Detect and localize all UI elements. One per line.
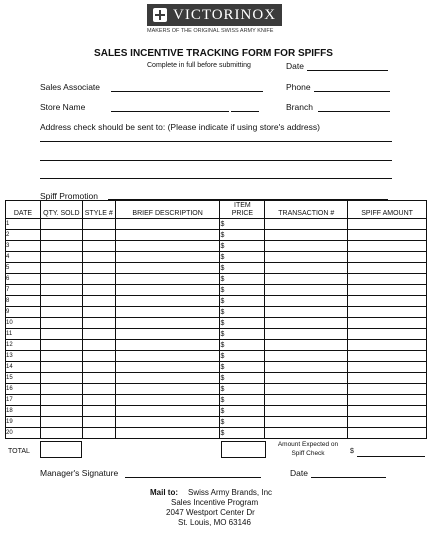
col-header-description: BRIEF DESCRIPTION	[115, 201, 220, 219]
table-cell[interactable]	[265, 362, 348, 373]
date-field[interactable]	[307, 70, 388, 71]
total-price-box[interactable]	[221, 441, 266, 458]
table-cell[interactable]	[115, 274, 220, 285]
table-cell[interactable]	[265, 230, 348, 241]
table-cell[interactable]	[265, 406, 348, 417]
footer-date-field[interactable]	[311, 477, 386, 478]
mail-to-label: Mail to:	[150, 488, 178, 497]
manager-signature-field[interactable]	[125, 477, 261, 478]
col-header-transaction: TRANSACTION #	[265, 201, 348, 219]
table-cell[interactable]	[40, 219, 82, 230]
col-header-style: STYLE #	[82, 201, 115, 219]
item-price-cell[interactable]	[220, 274, 265, 285]
table-cell[interactable]	[40, 373, 82, 384]
total-label: TOTAL	[8, 448, 30, 455]
currency-symbol: $	[220, 308, 225, 316]
row-number-cell[interactable]	[6, 406, 41, 417]
brand-tagline: MAKERS OF THE ORIGINAL SWISS ARMY KNIFE	[147, 28, 274, 34]
table-cell[interactable]	[265, 285, 348, 296]
table-row	[6, 252, 427, 263]
table-cell[interactable]	[348, 428, 427, 439]
table-cell[interactable]	[348, 373, 427, 384]
item-header-top: ITEM	[234, 202, 251, 209]
row-number: 12	[6, 342, 13, 348]
row-number: 19	[6, 419, 13, 425]
table-row	[6, 274, 427, 285]
row-number: 13	[6, 353, 13, 359]
table-cell[interactable]	[40, 329, 82, 340]
amount-expected-currency: $	[350, 448, 354, 455]
currency-symbol: $	[220, 242, 225, 250]
table-row	[6, 318, 427, 329]
table-cell[interactable]	[348, 362, 427, 373]
table-cell[interactable]	[40, 428, 82, 439]
table-row	[6, 329, 427, 340]
row-number-cell[interactable]	[6, 252, 41, 263]
currency-symbol: $	[220, 352, 225, 360]
row-number: 20	[6, 430, 13, 436]
table-cell[interactable]	[348, 285, 427, 296]
table-cell[interactable]	[40, 230, 82, 241]
store-name-field-extra[interactable]	[231, 111, 259, 112]
row-number-cell[interactable]	[6, 362, 41, 373]
table-cell[interactable]	[82, 219, 115, 230]
table-cell[interactable]	[82, 296, 115, 307]
item-price-cell[interactable]	[220, 296, 265, 307]
phone-label: Phone	[286, 82, 311, 92]
currency-symbol: $	[220, 319, 225, 327]
table-cell[interactable]	[82, 230, 115, 241]
table-cell[interactable]	[265, 329, 348, 340]
item-price-cell[interactable]	[220, 241, 265, 252]
table-cell[interactable]	[82, 285, 115, 296]
table-cell[interactable]	[115, 219, 220, 230]
table-cell[interactable]	[40, 362, 82, 373]
table-cell[interactable]	[40, 395, 82, 406]
table-cell[interactable]	[40, 307, 82, 318]
item-price-cell[interactable]	[220, 417, 265, 428]
table-cell[interactable]	[348, 340, 427, 351]
table-cell[interactable]	[40, 274, 82, 285]
row-number-cell[interactable]	[6, 340, 41, 351]
sales-associate-label: Sales Associate	[40, 82, 101, 92]
table-cell[interactable]	[40, 406, 82, 417]
item-price-cell[interactable]	[220, 395, 265, 406]
currency-symbol: $	[220, 297, 225, 305]
table-cell[interactable]	[348, 307, 427, 318]
item-price-cell[interactable]	[220, 252, 265, 263]
amount-expected-line1: Amount Expected on	[277, 441, 339, 448]
mail-line-3: 2047 Westport Center Dr	[166, 508, 255, 517]
table-cell[interactable]	[348, 241, 427, 252]
table-cell[interactable]	[115, 230, 220, 241]
currency-symbol: $	[220, 286, 225, 294]
table-cell[interactable]	[348, 417, 427, 428]
row-number: 4	[6, 254, 10, 260]
currency-symbol: $	[220, 253, 225, 261]
table-cell[interactable]	[115, 252, 220, 263]
form-subtitle: Complete in full before submitting	[147, 62, 251, 69]
table-cell[interactable]	[348, 384, 427, 395]
table-row	[6, 395, 427, 406]
table-cell[interactable]	[115, 307, 220, 318]
table-cell[interactable]	[82, 307, 115, 318]
table-cell[interactable]	[265, 384, 348, 395]
table-cell[interactable]	[115, 351, 220, 362]
table-cell[interactable]	[265, 296, 348, 307]
currency-symbol: $	[220, 264, 225, 272]
row-number: 15	[6, 375, 13, 381]
address-label: Address check should be sent to: (Please indicate if using store's address)	[40, 122, 320, 132]
table-cell[interactable]	[115, 318, 220, 329]
table-cell[interactable]	[265, 219, 348, 230]
row-number-cell[interactable]	[6, 417, 41, 428]
table-cell[interactable]	[40, 296, 82, 307]
total-qty-box[interactable]	[40, 441, 82, 458]
table-cell[interactable]	[348, 252, 427, 263]
phone-field[interactable]	[314, 91, 390, 92]
item-price-cell[interactable]	[220, 285, 265, 296]
table-cell[interactable]	[82, 351, 115, 362]
table-cell[interactable]	[265, 373, 348, 384]
table-cell[interactable]	[115, 340, 220, 351]
row-number-cell[interactable]	[6, 230, 41, 241]
row-number-cell[interactable]	[6, 263, 41, 274]
table-row	[6, 219, 427, 230]
item-price-cell[interactable]	[220, 263, 265, 274]
table-cell[interactable]	[82, 340, 115, 351]
currency-symbol: $	[220, 220, 225, 228]
table-cell[interactable]	[348, 406, 427, 417]
col-header-date: DATE	[6, 201, 41, 219]
table-row	[6, 428, 427, 439]
currency-symbol: $	[220, 418, 225, 426]
item-price-cell[interactable]	[220, 373, 265, 384]
currency-symbol: $	[220, 385, 225, 393]
row-number: 6	[6, 276, 10, 282]
table-cell[interactable]	[348, 395, 427, 406]
store-name-label: Store Name	[40, 102, 86, 112]
table-cell[interactable]	[40, 384, 82, 395]
mail-line-4: St. Louis, MO 63146	[178, 518, 251, 527]
currency-symbol: $	[220, 363, 225, 371]
table-cell[interactable]	[115, 362, 220, 373]
table-cell[interactable]	[265, 428, 348, 439]
table-cell[interactable]	[82, 274, 115, 285]
table-cell[interactable]	[265, 318, 348, 329]
item-price-cell[interactable]	[220, 362, 265, 373]
table-cell[interactable]	[115, 406, 220, 417]
table-cell[interactable]	[82, 241, 115, 252]
table-row	[6, 296, 427, 307]
item-price-cell[interactable]	[220, 428, 265, 439]
item-price-cell[interactable]	[220, 329, 265, 340]
table-cell[interactable]	[348, 318, 427, 329]
table-row	[6, 340, 427, 351]
row-number: 1	[6, 221, 10, 227]
currency-symbol: $	[220, 374, 225, 382]
currency-symbol: $	[220, 330, 225, 338]
table-cell[interactable]	[115, 395, 220, 406]
table-cell[interactable]	[82, 329, 115, 340]
table-cell[interactable]	[348, 351, 427, 362]
row-number: 3	[6, 243, 10, 249]
row-number-cell[interactable]	[6, 241, 41, 252]
row-number-cell[interactable]	[6, 428, 41, 439]
brand-name: VICTORINOX	[173, 6, 277, 23]
table-cell[interactable]	[40, 318, 82, 329]
item-price-cell[interactable]	[220, 340, 265, 351]
item-header-bottom: PRICE	[231, 210, 254, 217]
table-row	[6, 406, 427, 417]
form-title: SALES INCENTIVE TRACKING FORM FOR SPIFFS	[94, 48, 333, 59]
currency-symbol: $	[220, 275, 225, 283]
spiff-promotion-label: Spiff Promotion	[40, 191, 98, 201]
table-cell[interactable]	[348, 263, 427, 274]
amount-expected-field[interactable]	[357, 456, 425, 457]
row-number-cell[interactable]	[6, 395, 41, 406]
table-cell[interactable]	[115, 384, 220, 395]
date-label: Date	[286, 61, 304, 71]
row-number: 8	[6, 298, 10, 304]
table-cell[interactable]	[115, 285, 220, 296]
table-cell[interactable]	[82, 417, 115, 428]
item-price-cell[interactable]	[220, 384, 265, 395]
currency-symbol: $	[220, 429, 225, 437]
row-number: 14	[6, 364, 13, 370]
footer-date-label: Date	[290, 468, 308, 478]
item-price-cell[interactable]	[220, 219, 265, 230]
table-cell[interactable]	[115, 428, 220, 439]
currency-symbol: $	[220, 231, 225, 239]
table-cell[interactable]	[82, 406, 115, 417]
row-number: 18	[6, 408, 13, 414]
table-cell[interactable]	[40, 340, 82, 351]
brand-logo	[147, 4, 282, 26]
table-cell[interactable]	[348, 329, 427, 340]
table-cell[interactable]	[82, 362, 115, 373]
table-cell[interactable]	[265, 395, 348, 406]
row-number-cell[interactable]	[6, 307, 41, 318]
table-cell[interactable]	[82, 373, 115, 384]
row-number: 11	[6, 331, 13, 337]
currency-symbol: $	[220, 396, 225, 404]
table-row	[6, 351, 427, 362]
address-line-2[interactable]	[40, 160, 392, 161]
address-line-3[interactable]	[40, 178, 392, 179]
address-line-1[interactable]	[40, 141, 392, 142]
table-cell[interactable]	[82, 252, 115, 263]
amount-expected-line2: Spiff Check	[291, 450, 325, 457]
table-cell[interactable]	[265, 274, 348, 285]
table-cell[interactable]	[82, 428, 115, 439]
row-number-cell[interactable]	[6, 219, 41, 230]
branch-field[interactable]	[318, 111, 390, 112]
table-cell[interactable]	[115, 241, 220, 252]
swiss-cross-icon	[153, 8, 167, 22]
table-cell[interactable]	[40, 417, 82, 428]
table-row	[6, 307, 427, 318]
table-row	[6, 285, 427, 296]
table-row	[6, 230, 427, 241]
table-cell[interactable]	[265, 307, 348, 318]
item-price-cell[interactable]	[220, 318, 265, 329]
table-row	[6, 417, 427, 428]
table-cell[interactable]	[82, 263, 115, 274]
table-cell[interactable]	[348, 296, 427, 307]
row-number-cell[interactable]	[6, 351, 41, 362]
table-cell[interactable]	[115, 296, 220, 307]
item-price-cell[interactable]	[220, 230, 265, 241]
row-number-cell[interactable]	[6, 296, 41, 307]
item-price-cell[interactable]	[220, 351, 265, 362]
row-number-cell[interactable]	[6, 318, 41, 329]
table-row	[6, 362, 427, 373]
table-cell[interactable]	[348, 274, 427, 285]
item-price-cell[interactable]	[220, 406, 265, 417]
manager-signature-label: Manager's Signature	[40, 468, 119, 478]
table-cell[interactable]	[115, 263, 220, 274]
table-cell[interactable]	[265, 252, 348, 263]
row-number: 2	[6, 232, 10, 238]
row-number-cell[interactable]	[6, 285, 41, 296]
table-cell[interactable]	[82, 384, 115, 395]
table-row	[6, 384, 427, 395]
currency-symbol: $	[220, 341, 225, 349]
col-header-spiff-amount: SPIFF AMOUNT	[348, 201, 427, 219]
row-number-cell[interactable]	[6, 373, 41, 384]
row-number-cell[interactable]	[6, 329, 41, 340]
table-cell[interactable]	[82, 395, 115, 406]
amount-expected-label	[268, 440, 348, 458]
table-row	[6, 263, 427, 274]
table-cell[interactable]	[40, 285, 82, 296]
currency-symbol: $	[220, 407, 225, 415]
item-price-cell[interactable]	[220, 307, 265, 318]
table-row	[6, 373, 427, 384]
table-cell[interactable]	[82, 318, 115, 329]
store-name-field[interactable]	[111, 111, 229, 112]
table-cell[interactable]	[265, 417, 348, 428]
row-number-cell[interactable]	[6, 384, 41, 395]
row-number: 7	[6, 287, 10, 293]
row-number: 9	[6, 309, 10, 315]
table-cell[interactable]	[265, 351, 348, 362]
table-cell[interactable]	[40, 252, 82, 263]
row-number: 16	[6, 386, 13, 392]
table-cell[interactable]	[265, 241, 348, 252]
row-number: 17	[6, 397, 13, 403]
spiff-table	[5, 200, 427, 439]
branch-label: Branch	[286, 102, 313, 112]
table-cell[interactable]	[265, 340, 348, 351]
table-cell[interactable]	[115, 417, 220, 428]
table-row	[6, 241, 427, 252]
col-header-qty: QTY. SOLD	[40, 201, 82, 219]
mail-line-2: Sales Incentive Program	[171, 498, 259, 507]
table-cell[interactable]	[40, 351, 82, 362]
table-cell[interactable]	[115, 373, 220, 384]
row-number: 10	[6, 320, 13, 326]
table-cell[interactable]	[348, 219, 427, 230]
mail-line-1: Swiss Army Brands, Inc	[188, 488, 273, 497]
sales-associate-field[interactable]	[111, 91, 263, 92]
row-number-cell[interactable]	[6, 274, 41, 285]
table-cell[interactable]	[40, 263, 82, 274]
table-cell[interactable]	[115, 329, 220, 340]
table-cell[interactable]	[40, 241, 82, 252]
table-cell[interactable]	[265, 263, 348, 274]
table-cell[interactable]	[348, 230, 427, 241]
col-header-item-price	[220, 201, 265, 219]
row-number: 5	[6, 265, 10, 271]
